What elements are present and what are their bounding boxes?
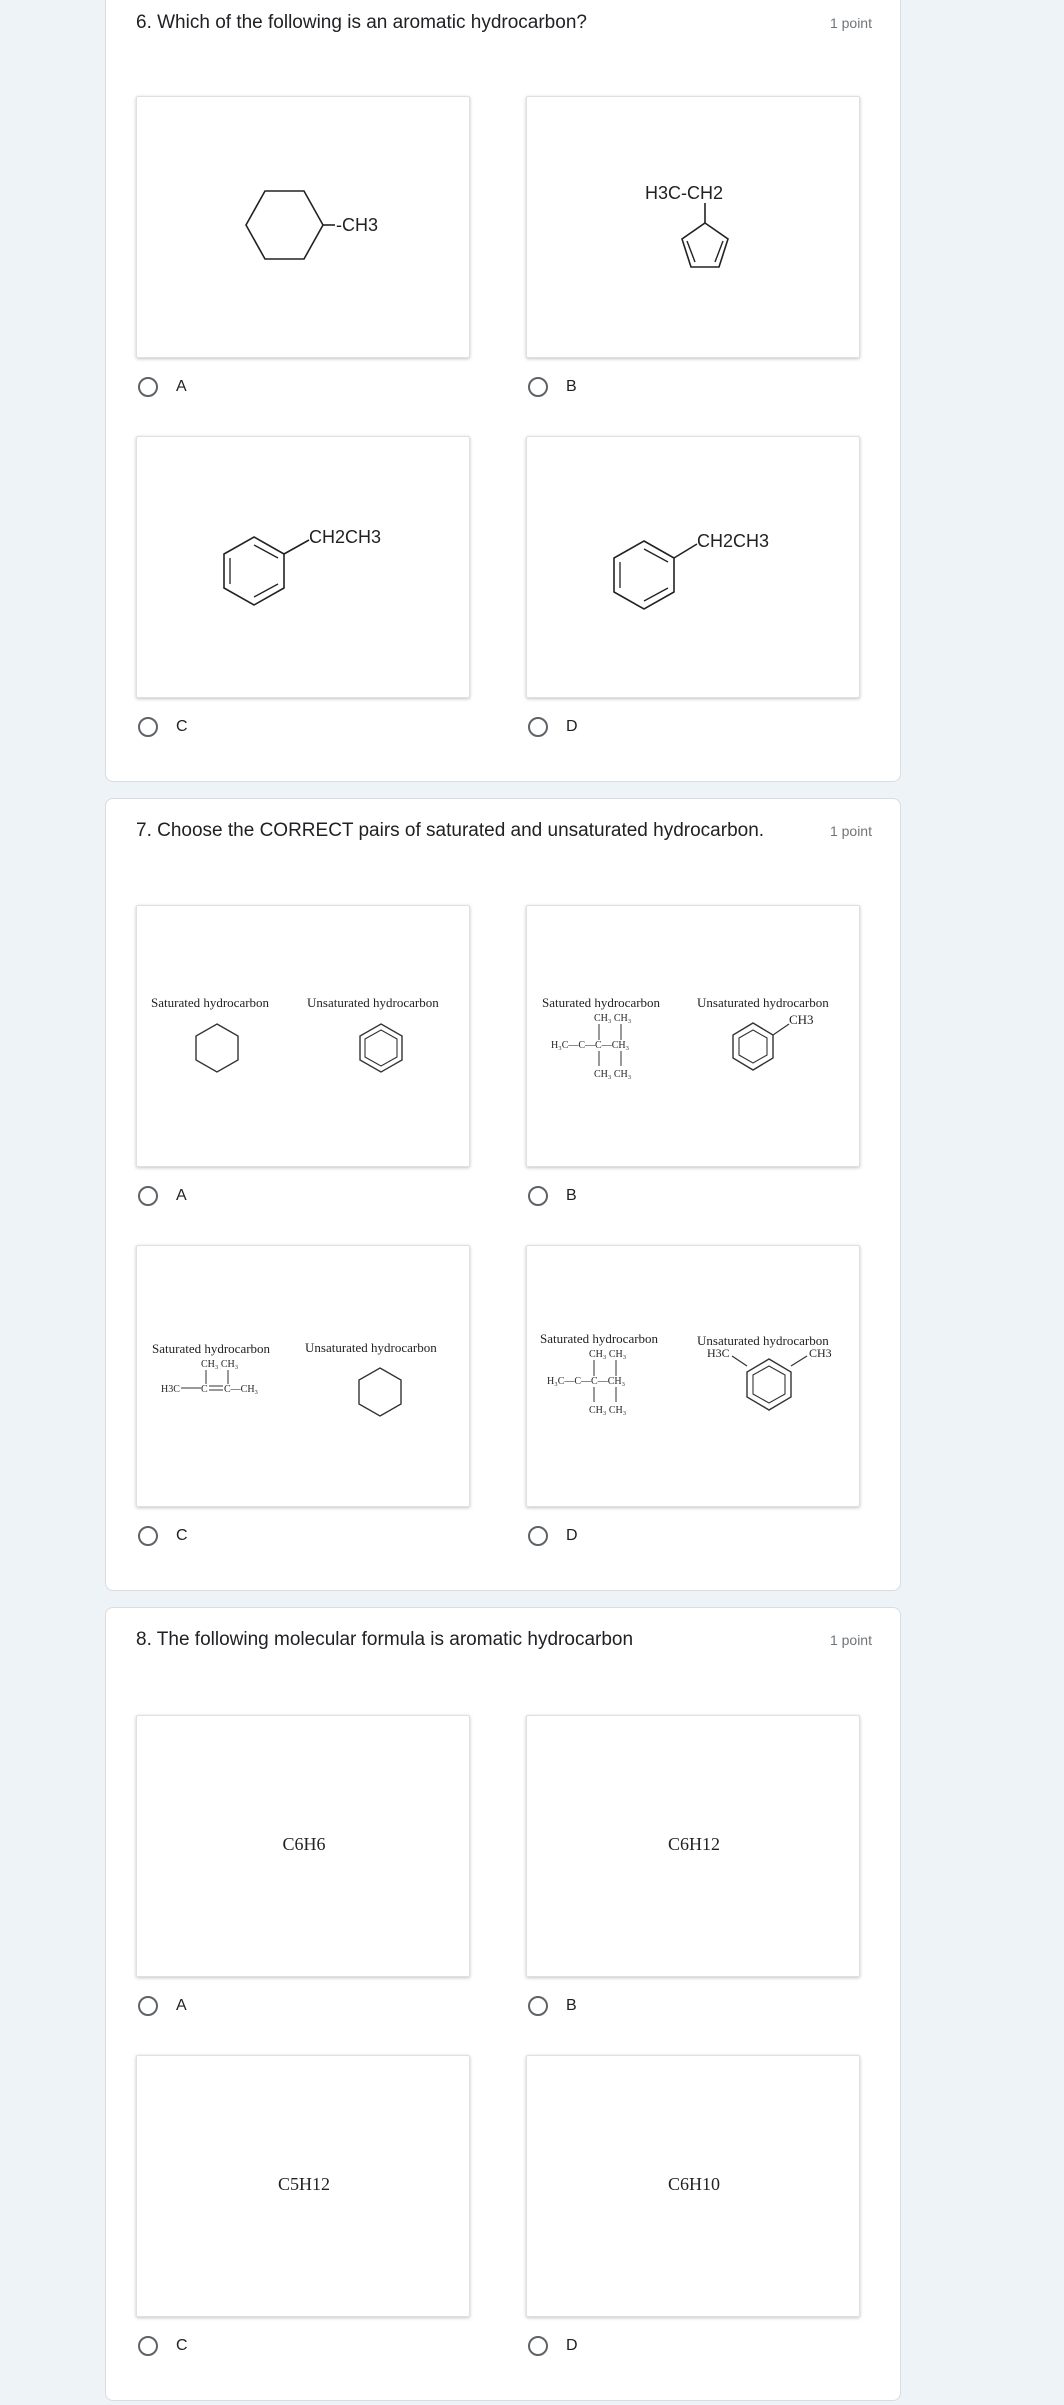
option-image (526, 1245, 860, 1507)
saturated-label: Saturated hydrocarbon (540, 1331, 659, 1346)
svg-text:CH₃ CH₃: CH₃ CH₃ (594, 1013, 632, 1024)
hydrocarbon-pair-structure (137, 1246, 470, 1507)
radio-row[interactable] (526, 1993, 726, 2023)
radio-button[interactable] (528, 377, 548, 397)
option-image (526, 905, 860, 1167)
radio-button[interactable] (138, 717, 158, 737)
option-label: B (566, 1997, 577, 2014)
ethylbenzene-structure (527, 437, 860, 698)
methyl-label: CH3 (789, 1012, 814, 1027)
option-image (526, 436, 860, 698)
radio-row[interactable] (136, 2333, 336, 2363)
unsaturated-label: Unsaturated hydrocarbon (697, 1333, 829, 1348)
h3c-label: H3C (707, 1346, 730, 1360)
radio-row[interactable] (526, 374, 726, 404)
radio-row[interactable] (136, 1993, 336, 2023)
question-points: 1 point (829, 823, 872, 839)
cyclohexane-methyl-structure (137, 97, 470, 358)
hydrocarbon-pair-structure (527, 1246, 860, 1507)
option-label: A (176, 1187, 187, 1204)
radio-row[interactable] (136, 714, 336, 744)
saturated-label: Saturated hydrocarbon (151, 995, 270, 1010)
radio-button[interactable] (138, 1526, 158, 1546)
svg-text:H₃C—C—C—CH₃: H₃C—C—C—CH₃ (551, 1040, 630, 1051)
option-image (136, 2055, 470, 2317)
option-image (526, 2055, 860, 2317)
question-card-8 (105, 1607, 901, 2401)
option-image (136, 1245, 470, 1507)
option-label: C (176, 2337, 188, 2354)
option-label: A (176, 1997, 187, 2014)
radio-button[interactable] (528, 1526, 548, 1546)
question-card-6 (105, 0, 901, 782)
svg-text:CH₃ CH₃: CH₃ CH₃ (589, 1405, 627, 1416)
question-card-7 (105, 798, 901, 1591)
radio-row[interactable] (136, 1183, 336, 1213)
cyclopentadiene-ethyl-structure (527, 97, 860, 358)
option-label: B (566, 1187, 577, 1204)
radio-row[interactable] (526, 1523, 726, 1553)
h3c-label: H3C (161, 1384, 180, 1395)
question-title: 8. The following molecular formula is aromatic hydrocarbon (136, 1629, 634, 1650)
molecular-formula: C6H6 (282, 1834, 326, 1854)
substituent-label: CH2CH3 (309, 527, 382, 547)
substituent-label: -CH3 (336, 215, 379, 235)
option-image (136, 96, 470, 358)
methyl-label: CH3 (809, 1346, 832, 1360)
radio-button[interactable] (138, 377, 158, 397)
ethylbenzene-structure (137, 437, 470, 698)
option-label: D (566, 718, 578, 735)
question-title: 7. Choose the CORRECT pairs of saturated and unsaturated hydrocarbon. (136, 820, 765, 841)
option-image (526, 96, 860, 358)
radio-button[interactable] (528, 2336, 548, 2356)
hydrocarbon-pair-structure (137, 906, 470, 1167)
molecular-formula: C6H12 (667, 1834, 720, 1854)
svg-text:CH₃ CH₃: CH₃ CH₃ (594, 1069, 632, 1080)
svg-text:C: C (201, 1384, 208, 1395)
radio-button[interactable] (138, 1186, 158, 1206)
radio-row[interactable] (526, 2333, 726, 2363)
question-points: 1 point (829, 15, 872, 31)
radio-row[interactable] (526, 714, 726, 744)
option-label: C (176, 1527, 188, 1544)
radio-row[interactable] (526, 1183, 726, 1213)
radio-row[interactable] (136, 1523, 336, 1553)
svg-text:CH₃ CH₃: CH₃ CH₃ (589, 1349, 627, 1360)
option-label: C (176, 718, 188, 735)
option-label: A (176, 378, 187, 395)
option-image (136, 436, 470, 698)
option-image (526, 1715, 860, 1977)
unsaturated-label: Unsaturated hydrocarbon (305, 1340, 437, 1355)
molecular-formula: C6H10 (667, 2174, 720, 2194)
option-image (136, 905, 470, 1167)
saturated-label: Saturated hydrocarbon (542, 995, 661, 1010)
molecular-formula: C5H12 (277, 2174, 330, 2194)
question-points: 1 point (829, 1632, 872, 1648)
svg-text:C—CH₃: C—CH₃ (224, 1384, 259, 1395)
option-label: D (566, 2337, 578, 2354)
unsaturated-label: Unsaturated hydrocarbon (307, 995, 439, 1010)
substituent-label: H3C-CH2 (645, 183, 724, 203)
svg-text:CH₃ CH₃: CH₃ CH₃ (201, 1359, 239, 1370)
option-image (136, 1715, 470, 1977)
svg-text:H₃C—C—C—CH₃: H₃C—C—C—CH₃ (547, 1376, 626, 1387)
radio-button[interactable] (528, 1996, 548, 2016)
radio-button[interactable] (528, 717, 548, 737)
radio-button[interactable] (528, 1186, 548, 1206)
option-label: D (566, 1527, 578, 1544)
radio-row[interactable] (136, 374, 336, 404)
substituent-label: CH2CH3 (697, 531, 770, 551)
option-label: B (566, 378, 577, 395)
question-title: 6. Which of the following is an aromatic hydrocarbon? (136, 12, 587, 33)
unsaturated-label: Unsaturated hydrocarbon (697, 995, 829, 1010)
radio-button[interactable] (138, 1996, 158, 2016)
hydrocarbon-pair-structure (527, 906, 860, 1167)
saturated-label: Saturated hydrocarbon (152, 1341, 271, 1356)
radio-button[interactable] (138, 2336, 158, 2356)
